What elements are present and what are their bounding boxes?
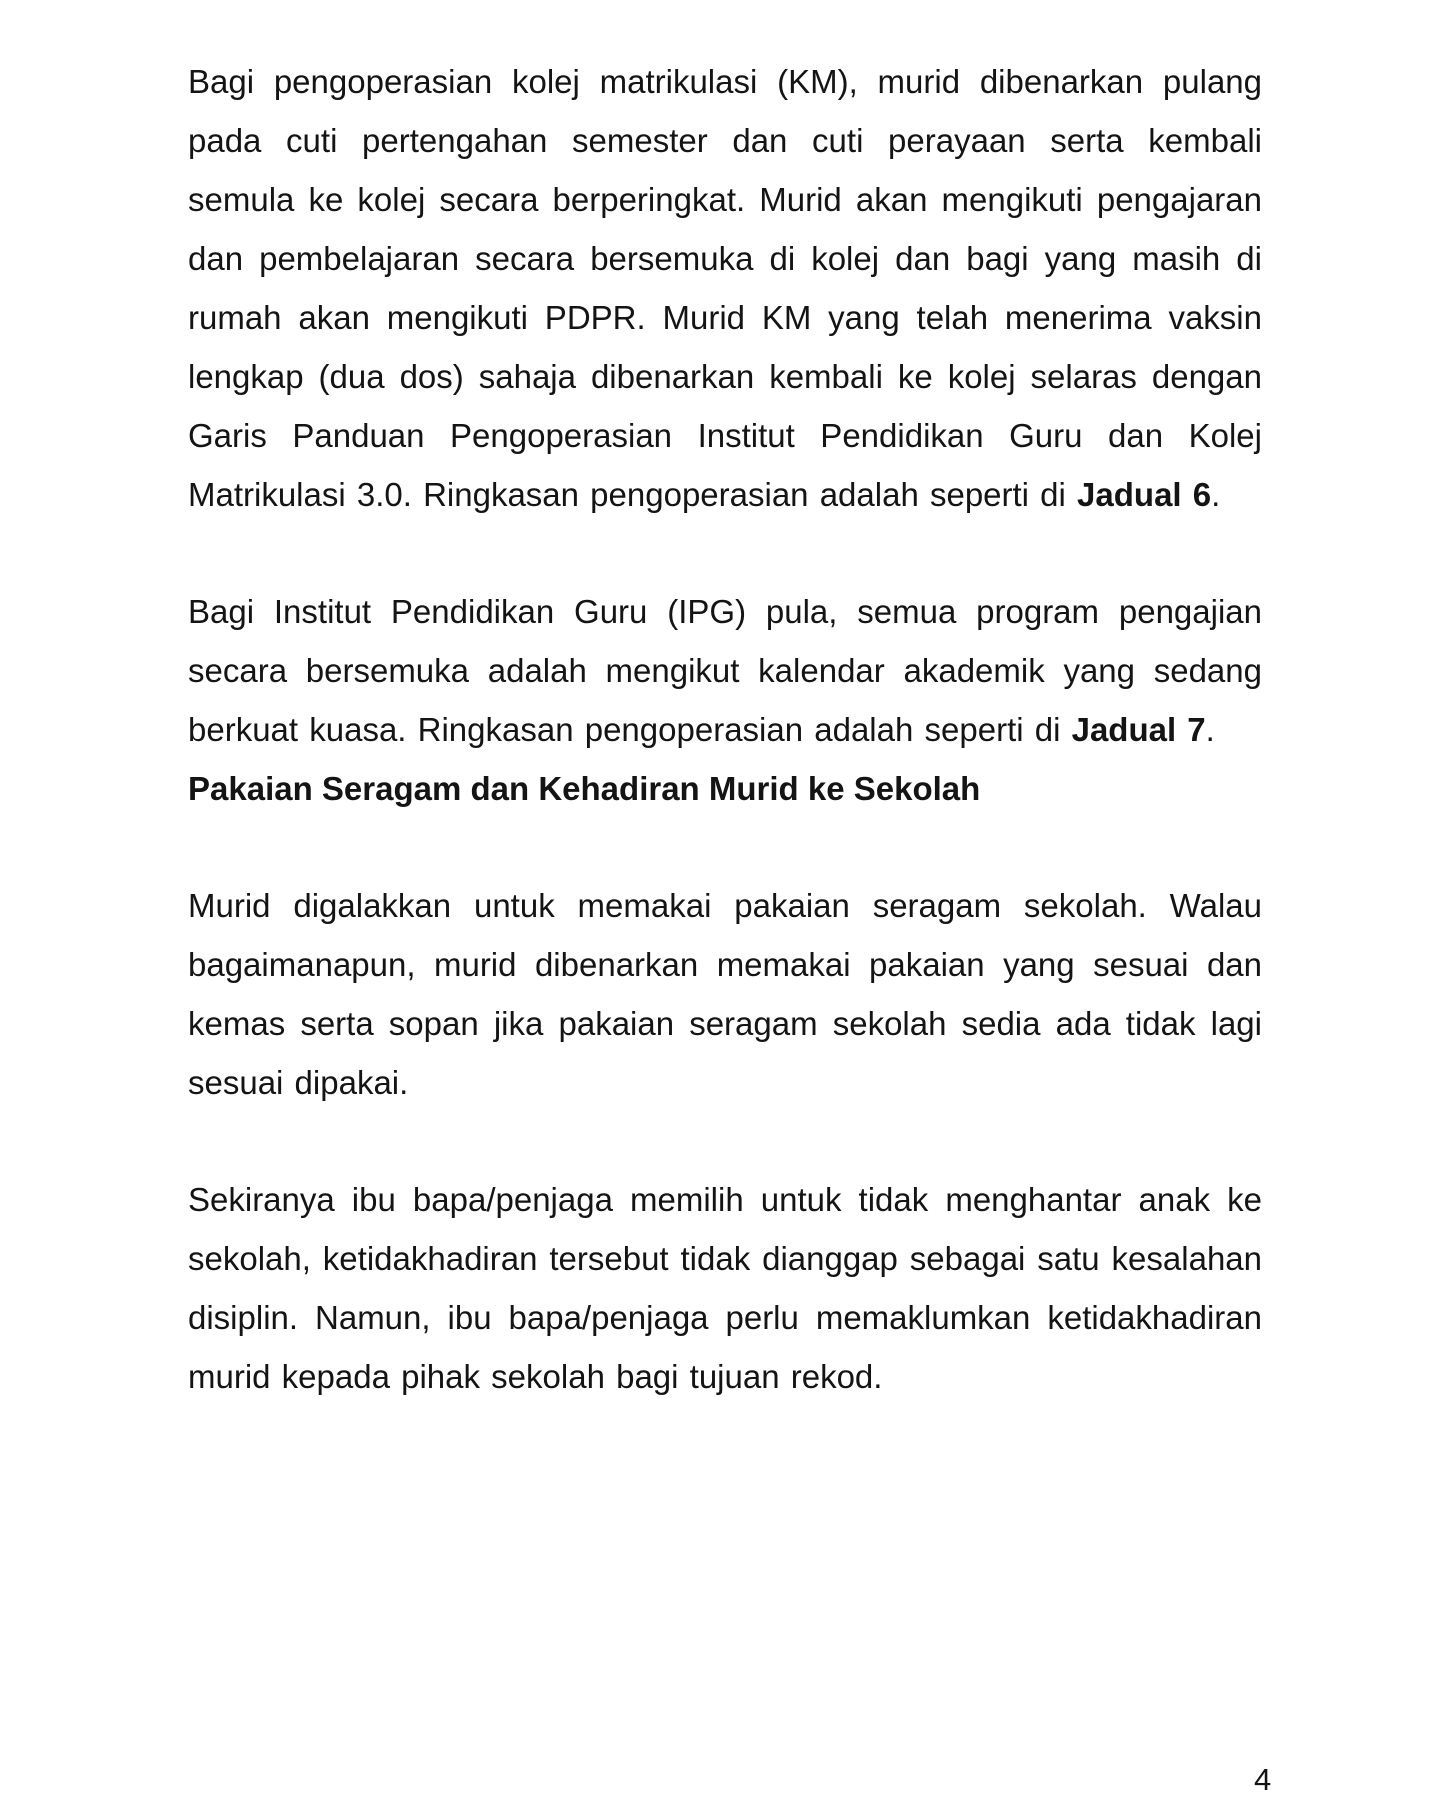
section-heading: Pakaian Seragam dan Kehadiran Murid ke Sekolah <box>188 770 981 807</box>
paragraph-attendance: Sekiranya ibu bapa/penjaga memilih untuk tidak menghantar anak ke sekolah, ketidakhadiran tersebut tidak dianggap sebagai satu kesalahan disiplin. Namun, ibu bapa/penjaga perlu memaklumkan ketidakhadiran murid kepada pihak sekolah bagi tujuan rekod. <box>188 1181 1262 1395</box>
document-page <box>188 52 1262 1406</box>
paragraph-teacher-institute <box>188 582 1262 759</box>
paragraph-matriculation-college <box>188 52 1262 524</box>
paragraph-text: Bagi pengoperasian kolej matrikulasi (KM), murid dibenarkan pulang pada cuti pertengahan semester dan cuti perayaan serta kembali semula ke kolej secara berperingkat. Murid akan mengikuti pengajaran dan pembelajaran secara bersemuka di kolej dan bagi yang masih di rumah akan mengikuti PDPR. Murid KM yang telah menerima vaksin lengkap (dua dos) sahaja dibenarkan kembali ke kolej selaras dengan Garis Panduan Pengoperasian Institut Pendidikan Guru dan Kolej Matrikulasi 3.0. Ringkasan pengoperasian adalah seperti di <box>188 63 1262 513</box>
paragraph-punctuation: . <box>1205 711 1215 748</box>
table-reference: Jadual 6 <box>1077 476 1212 513</box>
page-number: 4 <box>1254 1762 1272 1797</box>
table-reference: Jadual 7 <box>1071 711 1206 748</box>
paragraph-uniform: Murid digalakkan untuk memakai pakaian seragam sekolah. Walau bagaimanapun, murid dibenarkan memakai pakaian yang sesuai dan kemas serta sopan jika pakaian seragam sekolah sedia ada tidak lagi sesuai dipakai. <box>188 887 1262 1101</box>
paragraph-punctuation: . <box>1211 476 1221 513</box>
paragraph-text: Bagi Institut Pendidikan Guru (IPG) pula, semua program pengajian secara bersemuka adalah mengikut kalendar akademik yang sedang berkuat kuasa. Ringkasan pengoperasian adalah seperti di <box>188 593 1262 748</box>
